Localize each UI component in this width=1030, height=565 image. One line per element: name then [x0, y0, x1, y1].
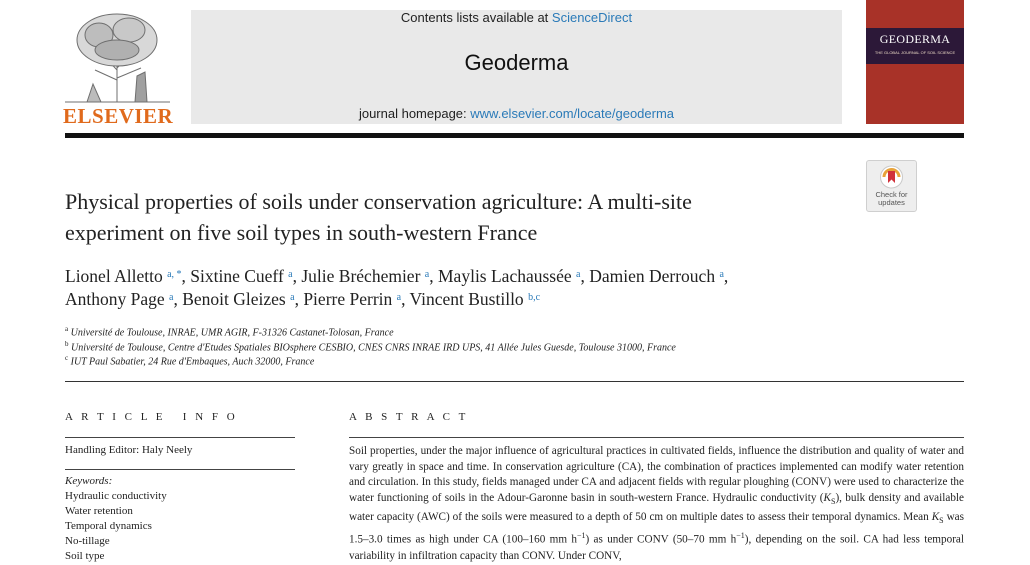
paper-title [65, 186, 845, 248]
author-separator: , [173, 289, 183, 309]
author-name[interactable]: Julie Bréchemier [301, 266, 421, 286]
keyword-item[interactable]: Water retention [65, 505, 133, 517]
affiliation-b: $^b$ Université de Toulouse, Centre d'Etudes Spatiales BIOsphere CESBIO, CNES CNRS INRAE IRD UPS, 41 Allée Jules Guesde, Toulouse 31000, France [65, 340, 676, 354]
author-name[interactable]: Damien Derrouch [589, 266, 716, 286]
author-separator: , [401, 289, 410, 309]
abstract-text: Soil properties, under the major influence of agricultural practices in cultivated fields, influence the distribution and quality of water and vary greatly in space and time. In conservation agriculture (CA), the combination of practices implemented can modify water retention and circulation. In this study, fields managed under CA and adjacent fields with regular ploughing (CONV) were used to characterize the water functioning of soils in the Adour-Garonne basin in south-western France. Hydraulic conductivity $(K_S)$, bulk density and available water capacity (AWC) of the soils were measured to a depth of 50 cm on multiple dates to assess their temporal dynamics. Mean $K_S$ was 1.5–3.0 times as high under CA (100–160 mm $h^{-1}$) as under CONV (50–70 mm $h^{-1}$), depending on the soil. CA had less temporal variability in infiltration capacity than CONV. Under CONV, [349, 445, 964, 562]
cover-title: GEODERMA [879, 32, 951, 46]
journal-header-box [191, 10, 842, 124]
abstract-heading: A B S T R A C T [349, 411, 469, 423]
keyword-item[interactable]: No-tillage [65, 535, 110, 547]
keywords-divider [65, 469, 295, 470]
author-affiliation-mark[interactable]: a [288, 269, 293, 280]
author-name[interactable]: Sixtine Cueff [190, 266, 284, 286]
cover-title-band [866, 28, 964, 64]
article-info-heading: A R T I C L E I N F O [65, 411, 238, 423]
author-separator: , [294, 289, 304, 309]
affiliation-c: $^c$ IUT Paul Sabatier, 24 Rue d'Embaques, Auch 32000, France [65, 354, 315, 368]
author-name[interactable]: Vincent Bustillo [409, 289, 524, 309]
homepage-line [191, 106, 842, 121]
abstract-divider [349, 437, 964, 438]
title-line-1: Physical properties of soils under conservation agriculture: A multi-site [65, 189, 692, 214]
journal-homepage-link[interactable]: www.elsevier.com/locate/geoderma [470, 106, 675, 121]
homepage-prefix: journal homepage: [358, 106, 471, 121]
journal-name[interactable]: Geoderma [464, 50, 569, 75]
affiliation-a: $^a$ Université de Toulouse, INRAE, UMR AGIR, F-31326 Castanet-Tolosan, France [65, 325, 394, 339]
author-name[interactable]: Lionel Alletto [65, 266, 163, 286]
author-separator: , [429, 266, 438, 286]
title-line-2: experiment on five soil types in south-western France [65, 220, 538, 245]
author-affiliation-mark[interactable]: a [290, 292, 295, 303]
keyword-item[interactable]: Hydraulic conductivity [65, 490, 167, 502]
handling-editor: Handling Editor: Haly Neely [65, 444, 193, 456]
keyword-list [65, 489, 167, 564]
author-separator: , [580, 266, 590, 286]
author-affiliation-mark[interactable]: a, * [167, 269, 182, 280]
author-name[interactable]: Benoit Gleizes [182, 289, 286, 309]
author-affiliation-mark[interactable]: a [719, 269, 724, 280]
keyword-item[interactable]: Temporal dynamics [65, 520, 152, 532]
author-name[interactable]: Maylis Lachaussée [438, 266, 572, 286]
header-divider [65, 133, 964, 138]
author-separator: , [181, 266, 191, 286]
author-name[interactable]: Anthony Page [65, 289, 165, 309]
article-info-divider [65, 437, 295, 438]
publisher-wordmark: ELSEVIER [63, 104, 174, 128]
author-affiliation-mark[interactable]: a [576, 269, 581, 280]
author-affiliation-mark[interactable]: b,c [528, 292, 541, 303]
author-section-divider [65, 381, 964, 382]
sciencedirect-link[interactable]: ScienceDirect [551, 10, 633, 25]
author-affiliation-mark[interactable]: a [169, 292, 174, 303]
author-separator: , [723, 266, 729, 286]
contents-line [191, 10, 842, 25]
bookmark-icon [880, 165, 903, 189]
cover-subtitle: THE GLOBAL JOURNAL OF SOIL SCIENCE [874, 50, 956, 55]
author-affiliation-mark[interactable]: a [396, 292, 402, 303]
keyword-item[interactable]: Soil type [65, 550, 105, 562]
check-for-updates-label: Check for updates [875, 190, 908, 207]
author-name[interactable]: Pierre Perrin [303, 289, 393, 309]
author-list [65, 265, 945, 311]
author-affiliation-mark[interactable]: a [424, 269, 430, 280]
author-separator: , [292, 266, 302, 286]
check-for-updates-button[interactable] [866, 160, 917, 212]
journal-cover-image[interactable] [866, 0, 964, 124]
keywords-label: Keywords: [65, 475, 113, 487]
contents-prefix: Contents lists available at [400, 10, 552, 25]
